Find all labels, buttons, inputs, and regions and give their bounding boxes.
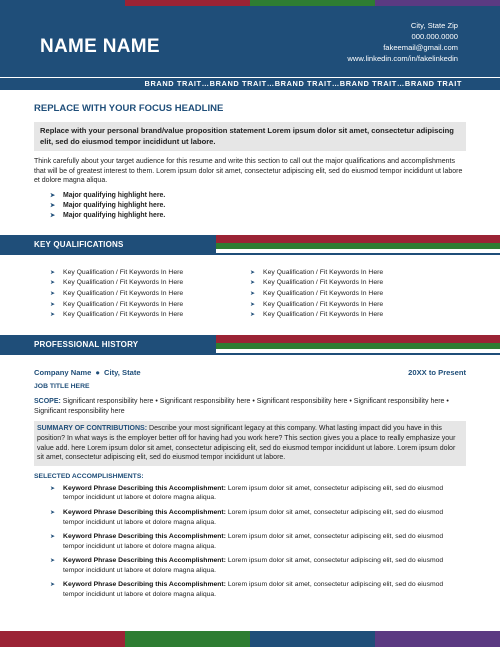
bullet-arrow-icon: ➤ bbox=[50, 192, 56, 199]
dot-separator-icon: ● bbox=[95, 367, 100, 377]
list-item: ➤ Key Qualification / Fit Keywords In Here bbox=[50, 268, 250, 279]
section-title: KEY QUALIFICATIONS bbox=[34, 239, 124, 249]
list-item: ➤ Major qualifying highlight here. bbox=[50, 191, 166, 199]
bullet-arrow-icon: ➤ bbox=[50, 269, 56, 276]
list-item: ➤ Key Qualification / Fit Keywords In Here bbox=[250, 289, 450, 300]
qualifications-list bbox=[0, 268, 500, 321]
bullet-arrow-icon: ➤ bbox=[50, 301, 56, 308]
history-section-bar bbox=[0, 335, 500, 355]
list-item: ➤ Key Qualification / Fit Keywords In Here bbox=[50, 278, 250, 289]
employment-dates: 20XX to Present bbox=[408, 367, 466, 377]
list-item: ➤ Keyword Phrase Describing this Accomplishment: Lorem ipsum dolor sit amet, consectetur adipiscing elit, sed do eiusmod tempor incididunt ut labore et dolore magna aliqua. bbox=[50, 533, 444, 550]
bullet-arrow-icon: ➤ bbox=[50, 212, 56, 219]
bullet-arrow-icon: ➤ bbox=[50, 312, 56, 319]
company-location: City, State bbox=[104, 367, 141, 377]
brand-traits: BRAND TRAIT…BRAND TRAIT…BRAND TRAIT…BRAND TRAIT…BRAND TRAIT bbox=[144, 79, 462, 88]
list-item: ➤ Key Qualification / Fit Keywords In Here bbox=[50, 300, 250, 311]
bullet-arrow-icon: ➤ bbox=[250, 301, 256, 308]
focus-headline: REPLACE WITH YOUR FOCUS HEADLINE bbox=[34, 103, 224, 114]
contributions-summary: SUMMARY OF CONTRIBUTIONS: Describe your most significant legacy at this company. What lasting impact did you have in this position? In what ways is the employer better off for having had you work here? This section gives you a place to really emphasize your value add. here Lorem ipsum dolor sit amet, consectetur adipiscing elit, sed do eiusmod tempor incididunt ut labore. Lorem ipsum dolor sit amet, consectetur adipiscing elit, sed do eiusmod tempor incididunt ut labore. bbox=[34, 421, 466, 465]
company-row bbox=[34, 368, 466, 377]
highlight-list bbox=[34, 191, 466, 221]
history-section bbox=[0, 368, 500, 600]
bullet-arrow-icon: ➤ bbox=[50, 202, 56, 209]
bottom-color-stripe bbox=[0, 631, 500, 647]
list-item: ➤ Keyword Phrase Describing this Accomplishment: Lorem ipsum dolor sit amet, consectetur adipiscing elit, sed do eiusmod tempor incididunt ut labore et dolore magna aliqua. bbox=[50, 557, 444, 574]
list-item: ➤ Key Qualification / Fit Keywords In Here bbox=[50, 289, 250, 300]
contact-email[interactable]: fakeemail@gmail.com bbox=[383, 43, 458, 52]
bullet-arrow-icon: ➤ bbox=[250, 312, 256, 319]
list-item: ➤ Keyword Phrase Describing this Accomplishment: Lorem ipsum dolor sit amet, consectetur adipiscing elit, sed do eiusmod tempor incididunt ut labore et dolore magna aliqua. bbox=[50, 508, 444, 526]
selected-accomplishments-title: SELECTED ACCOMPLISHMENTS: bbox=[34, 472, 144, 480]
qualifications-column-right bbox=[250, 268, 450, 321]
list-item: ➤ Key Qualification / Fit Keywords In Here bbox=[250, 278, 450, 289]
bullet-arrow-icon: ➤ bbox=[250, 269, 256, 276]
bullet-arrow-icon: ➤ bbox=[250, 290, 256, 297]
summary-section bbox=[0, 103, 500, 221]
contact-info bbox=[347, 20, 458, 64]
bullet-arrow-icon: ➤ bbox=[50, 485, 56, 492]
contact-address: City, State Zip bbox=[410, 21, 458, 30]
bullet-arrow-icon: ➤ bbox=[50, 509, 56, 516]
brand-statement: Replace with your personal brand/value proposition statement Lorem ipsum dolor sit amet, consectetur adipiscing elit, sed do eiusmod tempor incididunt ut labore. bbox=[34, 122, 466, 151]
brand-traits-bar bbox=[0, 77, 500, 90]
list-item: ➤ Keyword Phrase Describing this Accomplishment: Lorem ipsum dolor sit amet, consectetur adipiscing elit, sed do eiusmod tempor incididunt ut labore et dolore magna aliqua. bbox=[50, 581, 444, 599]
contact-linkedin[interactable]: www.linkedin.com/in/fakelinkedin bbox=[347, 54, 458, 63]
bullet-arrow-icon: ➤ bbox=[50, 558, 56, 565]
qualifications-section-bar bbox=[0, 235, 500, 255]
list-item: ➤ Key Qualification / Fit Keywords In Here bbox=[250, 310, 450, 321]
list-item: ➤ Keyword Phrase Describing this Accomplishment: Lorem ipsum dolor sit amet, consectetur adipiscing elit, sed do eiusmod tempor incididunt ut labore et dolore magna aliqua. bbox=[50, 484, 444, 502]
company-name: Company Name bbox=[34, 367, 92, 377]
candidate-name: NAME NAME bbox=[40, 36, 160, 57]
bullet-arrow-icon: ➤ bbox=[50, 534, 56, 541]
job-title: JOB TITLE HERE bbox=[34, 382, 90, 390]
list-item: ➤ Key Qualification / Fit Keywords In Here bbox=[50, 310, 250, 321]
contact-phone: 000.000.0000 bbox=[411, 32, 458, 41]
accomplishment-list bbox=[34, 484, 466, 600]
scope-text: SCOPE: Significant responsibility here • Significant responsibility here • Significant responsibility here • Significant responsibility here • Significant responsibility here bbox=[34, 397, 449, 415]
bullet-arrow-icon: ➤ bbox=[250, 280, 256, 287]
section-title: PROFESSIONAL HISTORY bbox=[34, 339, 139, 349]
qualifications-column-left bbox=[50, 268, 250, 321]
list-item: ➤ Major qualifying highlight here. bbox=[50, 211, 166, 219]
bullet-arrow-icon: ➤ bbox=[50, 582, 56, 589]
summary-paragraph: Think carefully about your target audience for this resume and write this section to call out the major qualifications and accomplishments that will be of greatest interest to them. Lorem ipsum dolor sit amet, consectetur adipiscing elit, sed do eiusmod tempor incididunt ut labore et dolore magna aliqua. bbox=[34, 158, 463, 185]
list-item: ➤ Major qualifying highlight here. bbox=[50, 201, 166, 209]
resume-header bbox=[0, 6, 500, 90]
bullet-arrow-icon: ➤ bbox=[50, 280, 56, 287]
list-item: ➤ Key Qualification / Fit Keywords In Here bbox=[250, 268, 450, 279]
list-item: ➤ Key Qualification / Fit Keywords In Here bbox=[250, 300, 450, 311]
bullet-arrow-icon: ➤ bbox=[50, 290, 56, 297]
